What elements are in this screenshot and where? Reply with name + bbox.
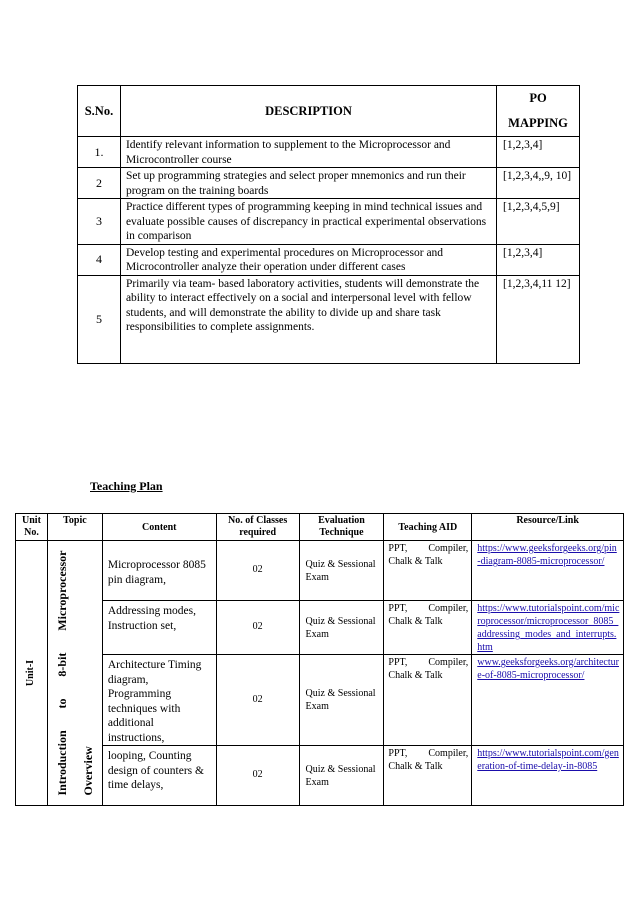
- topic-line2: Overview: [80, 746, 95, 796]
- teaching-aid-cell: PPT, Compiler, Chalk & Talk: [384, 541, 472, 601]
- classes-cell: 02: [216, 746, 299, 806]
- header-classes: No. of Classes required: [216, 514, 299, 541]
- po-row: [78, 199, 580, 245]
- resource-link[interactable]: https://www.tutorialspoint.com/microprocessor/microprocessor_8085_addressing_modes_and_interrupts.htm: [477, 603, 620, 653]
- po-mapping: [1,2,3,4]: [497, 244, 580, 275]
- po-sno: 2: [78, 168, 121, 199]
- po-row: [78, 244, 580, 275]
- po-row: [78, 168, 580, 199]
- po-sno: 1.: [78, 137, 121, 168]
- header-unit: Unit No.: [16, 514, 48, 541]
- header-po-mapping: [497, 86, 580, 137]
- po-description: Practice different types of programming keeping in mind technical issues and evaluate possible causes of discrepancy in practical experimental observations in comparison: [120, 199, 496, 245]
- evaluation-cell: Quiz & Sessional Exam: [299, 601, 384, 655]
- tp-row: [16, 601, 624, 655]
- teaching-aid-cell: PPT, Compiler, Chalk & Talk: [384, 601, 472, 655]
- content-cell: Microprocessor 8085 pin diagram,: [102, 541, 216, 601]
- teaching-plan-table: [15, 513, 624, 806]
- po-description: Set up programming strategies and select proper mnemonics and run their program on the training boards: [120, 168, 496, 199]
- po-mapping: [1,2,3,4,,9, 10]: [497, 168, 580, 199]
- resource-cell: [472, 655, 624, 746]
- resource-cell: [472, 746, 624, 806]
- po-description: Develop testing and experimental procedures on Microprocessor and Microcontroller analyze their operation under different cases: [120, 244, 496, 275]
- content-cell: Addressing modes, Instruction set,: [102, 601, 216, 655]
- header-description: DESCRIPTION: [120, 86, 496, 137]
- po-mapping: [1,2,3,4,5,9]: [497, 199, 580, 245]
- po-sno: 5: [78, 275, 121, 363]
- header-topic: Topic: [47, 514, 102, 541]
- po-row: [78, 275, 580, 363]
- tp-header-row: [16, 514, 624, 541]
- content-cell: Architecture Timing diagram, Programming techniques with additional instructions,: [102, 655, 216, 746]
- resource-cell: [472, 601, 624, 655]
- header-sno: S.No.: [78, 86, 121, 137]
- header-evaluation: Evaluation Technique: [299, 514, 384, 541]
- po-sno: 3: [78, 199, 121, 245]
- po-mapping: [1,2,3,4,11 12]: [497, 275, 580, 363]
- topic-line1: Introduction to 8-bit Microprocessor: [54, 550, 69, 796]
- topic-cell: [47, 541, 102, 806]
- evaluation-cell: Quiz & Sessional Exam: [299, 541, 384, 601]
- tp-row: [16, 746, 624, 806]
- header-content: Content: [102, 514, 216, 541]
- teaching-aid-cell: PPT, Compiler, Chalk & Talk: [384, 746, 472, 806]
- header-resource: Resource/Link: [472, 514, 624, 541]
- po-description: Primarily via team- based laboratory activities, students will demonstrate the ability to interact effectively on a social and interpersonal level with fellow students, and will demonstrate the ability to divide up and share task responsibilities to complete assignments.: [120, 275, 496, 363]
- topic-label: [49, 551, 101, 796]
- classes-cell: 02: [216, 601, 299, 655]
- po-mapping: [1,2,3,4]: [497, 137, 580, 168]
- classes-cell: 02: [216, 541, 299, 601]
- po-description: Identify relevant information to supplement to the Microprocessor and Microcontroller course: [120, 137, 496, 168]
- resource-cell: [472, 541, 624, 601]
- po-mapping-table: [77, 85, 580, 364]
- evaluation-cell: Quiz & Sessional Exam: [299, 746, 384, 806]
- resource-link[interactable]: https://www.geeksforgeeks.org/pin-diagram-8085-microprocessor/: [477, 543, 617, 567]
- unit-cell: [16, 541, 48, 806]
- header-teaching-aid: Teaching AID: [384, 514, 472, 541]
- resource-link[interactable]: www.geeksforgeeks.org/architecture-of-8085-microprocessor/: [477, 657, 619, 681]
- classes-cell: 02: [216, 655, 299, 746]
- header-po-line1: PO: [529, 91, 547, 105]
- resource-link[interactable]: https://www.tutorialspoint.com/generation-of-time-delay-in-8085: [477, 748, 619, 772]
- po-sno: 4: [78, 244, 121, 275]
- tp-row: [16, 541, 624, 601]
- tp-row: [16, 655, 624, 746]
- teaching-aid-cell: PPT, Compiler, Chalk & Talk: [384, 655, 472, 746]
- po-header-row: [78, 86, 580, 137]
- po-row: [78, 137, 580, 168]
- content-cell: looping, Counting design of counters & time delays,: [102, 746, 216, 806]
- teaching-plan-title: Teaching Plan: [90, 479, 163, 493]
- evaluation-cell: Quiz & Sessional Exam: [299, 655, 384, 746]
- unit-label: Unit-I: [25, 659, 37, 687]
- header-po-line2: MAPPING: [508, 116, 568, 130]
